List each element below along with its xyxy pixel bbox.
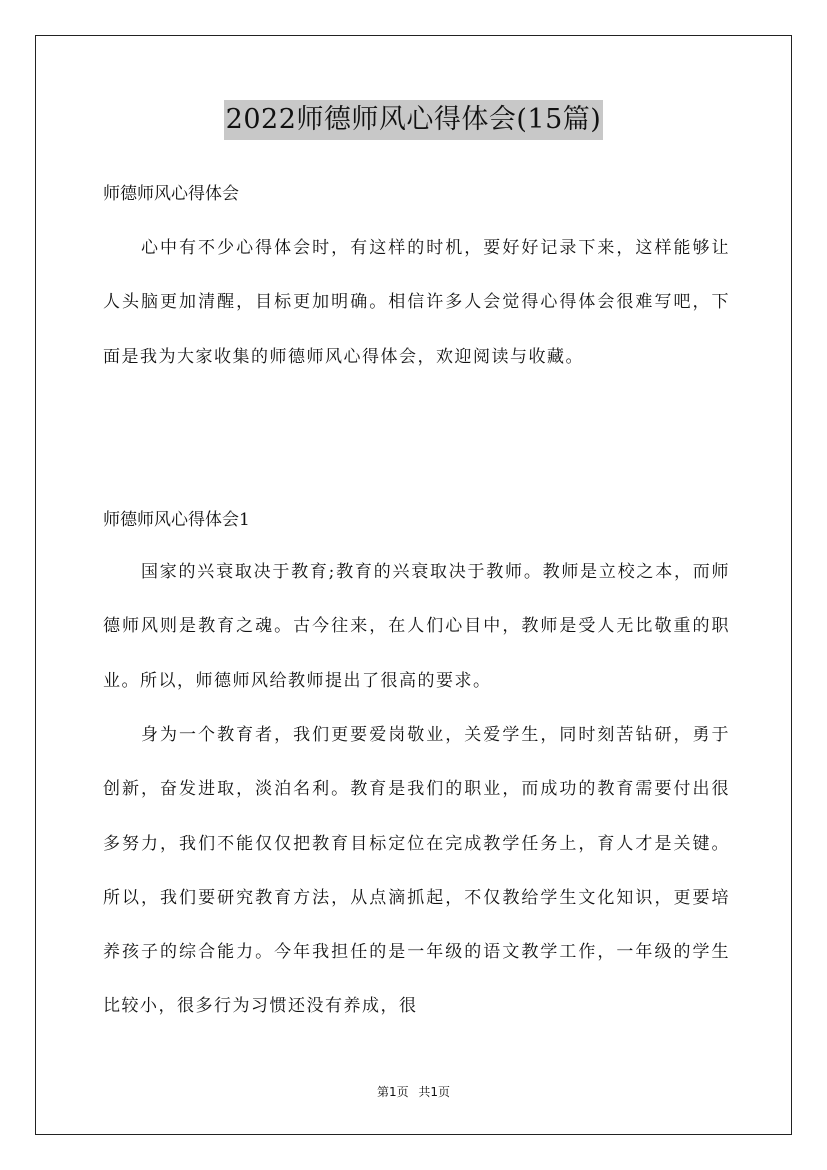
- section-1-paragraph-1: 国家的兴衰取决于教育;教育的兴衰取决于教师。教师是立校之本，而师德师风则是教育之魂。古今往来，在人们心目中，教师是受人无比敬重的职业。所以，师德师风给教师提出了很高的要求。: [103, 562, 730, 691]
- document-title: 2022师德师风心得体会(15篇): [224, 100, 604, 140]
- title-container: [0, 100, 827, 140]
- intro-paragraph: 心中有不少心得体会时，有这样的时机，要好好记录下来，这样能够让人头脑更加清醒，目标更加明确。相信许多人会觉得心得体会很难写吧，下面是我为大家收集的师德师风心得体会，欢迎阅读与收藏。: [103, 238, 730, 367]
- page-footer: [0, 1083, 827, 1100]
- section-1-heading: 师德师风心得体会1: [103, 510, 250, 530]
- page-total: 共1页: [418, 1085, 451, 1099]
- section-1-paragraph-2: 身为一个教育者，我们更要爱岗敬业，关爱学生，同时刻苦钻研，勇于创新，奋发进取，淡泊名利。教育是我们的职业，而成功的教育需要付出很多努力，我们不能仅仅把教育目标定位在完成教学任务上，育人才是关键。所以，我们要研究教育方法，从点滴抓起，不仅教给学生文化知识，更要培养孩子的综合能力。今年我担任的是一年级的语文教学工作，一年级的学生比较小，很多行为习惯还没有养成，很: [103, 725, 730, 1017]
- intro-heading: 师德师风心得体会: [103, 184, 239, 204]
- page-number: 第1页: [376, 1085, 409, 1099]
